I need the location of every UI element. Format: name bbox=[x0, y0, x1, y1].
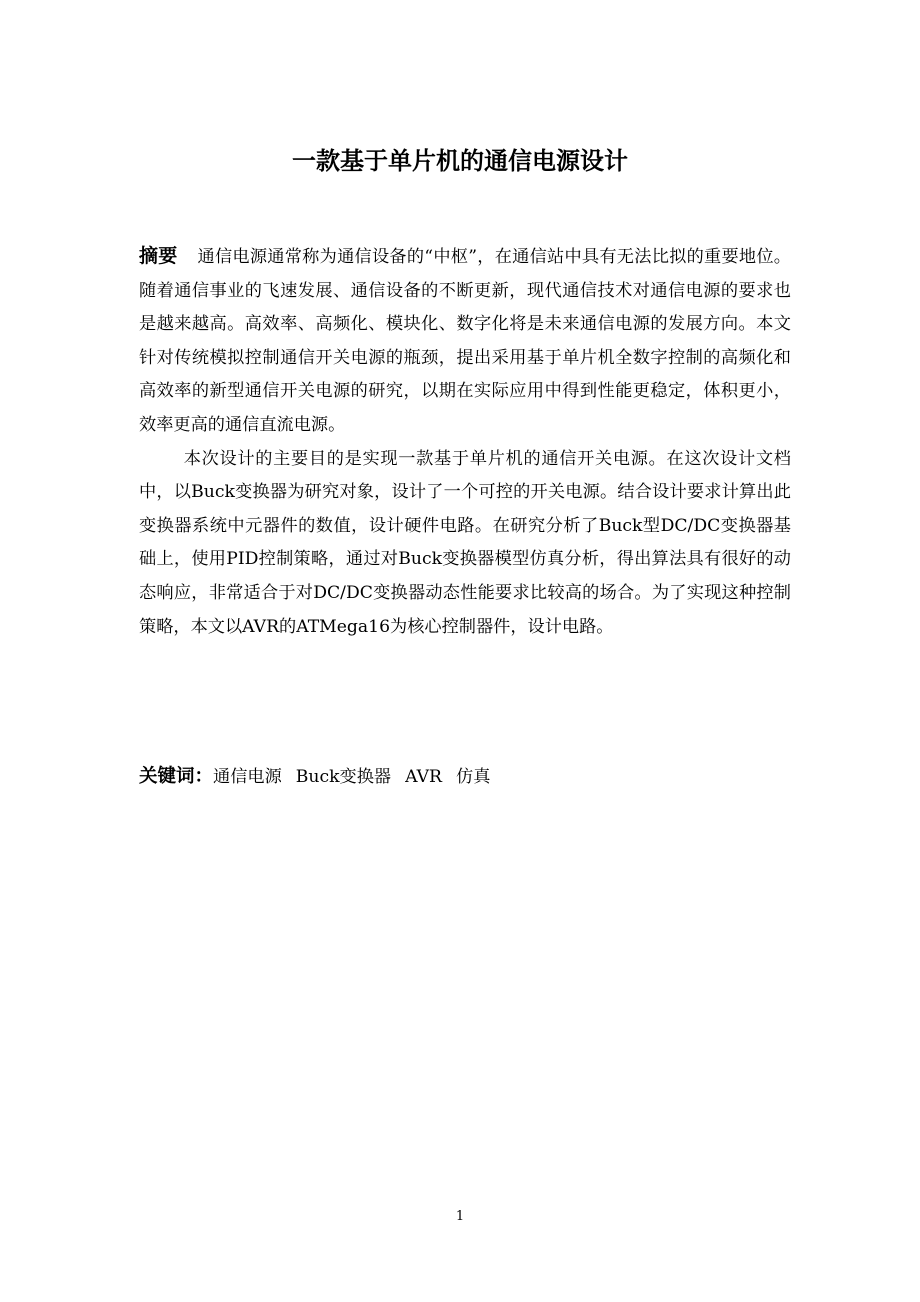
abstract-paragraph-2: 本次设计的主要目的是实现一款基于单片机的通信开关电源。在这次设计文档中，以Buck变换器为研究对象，设计了一个可控的开关电源。结合设计要求计算出此变换器系统中元器件的数值，设计硬件电路。在研究分析了Buck型DC/DC变换器基础上，使用PID控制策略，通过对Buck变换器模型仿真分析，得出算法具有很好的动态响应，非常适合于对DC/DC变换器动态性能要求比较高的场合。为了实现这种控制策略，本文以AVR的ATMega16为核心控制器件，设计电路。 bbox=[139, 448, 791, 637]
abstract-paragraph-1-text: 通信电源通常称为通信设备的“中枢”，在通信站中具有无法比拟的重要地位。随着通信事业的飞速发展、通信设备的不断更新，现代通信技术对通信电源的要求也是越来越高。高效率、高频化、模块化、数字化将是未来通信电源的发展方向。本文针对传统模拟控制通信开关电源的瓶颈，提出采用基于单片机全数字控制的高频化和高效率的新型通信开关电源的研究，以期在实际应用中得到性能更稳定，体积更小，效率更高的通信直流电源。 bbox=[139, 247, 791, 435]
keyword-item: 通信电源 bbox=[213, 767, 282, 787]
keyword-item: 仿真 bbox=[456, 767, 491, 787]
paper-title: 一款基于单片机的通信电源设计 bbox=[292, 147, 628, 175]
abstract-section bbox=[139, 240, 791, 644]
keywords-label: 关键词： bbox=[139, 766, 214, 787]
abstract-label: 摘要 bbox=[139, 245, 178, 267]
keywords-section bbox=[139, 760, 791, 795]
abstract-paragraph-1 bbox=[139, 240, 791, 443]
page-number: 1 bbox=[455, 1209, 465, 1224]
keyword-item: Buck变换器 bbox=[295, 767, 392, 787]
keyword-item: AVR bbox=[405, 767, 443, 787]
